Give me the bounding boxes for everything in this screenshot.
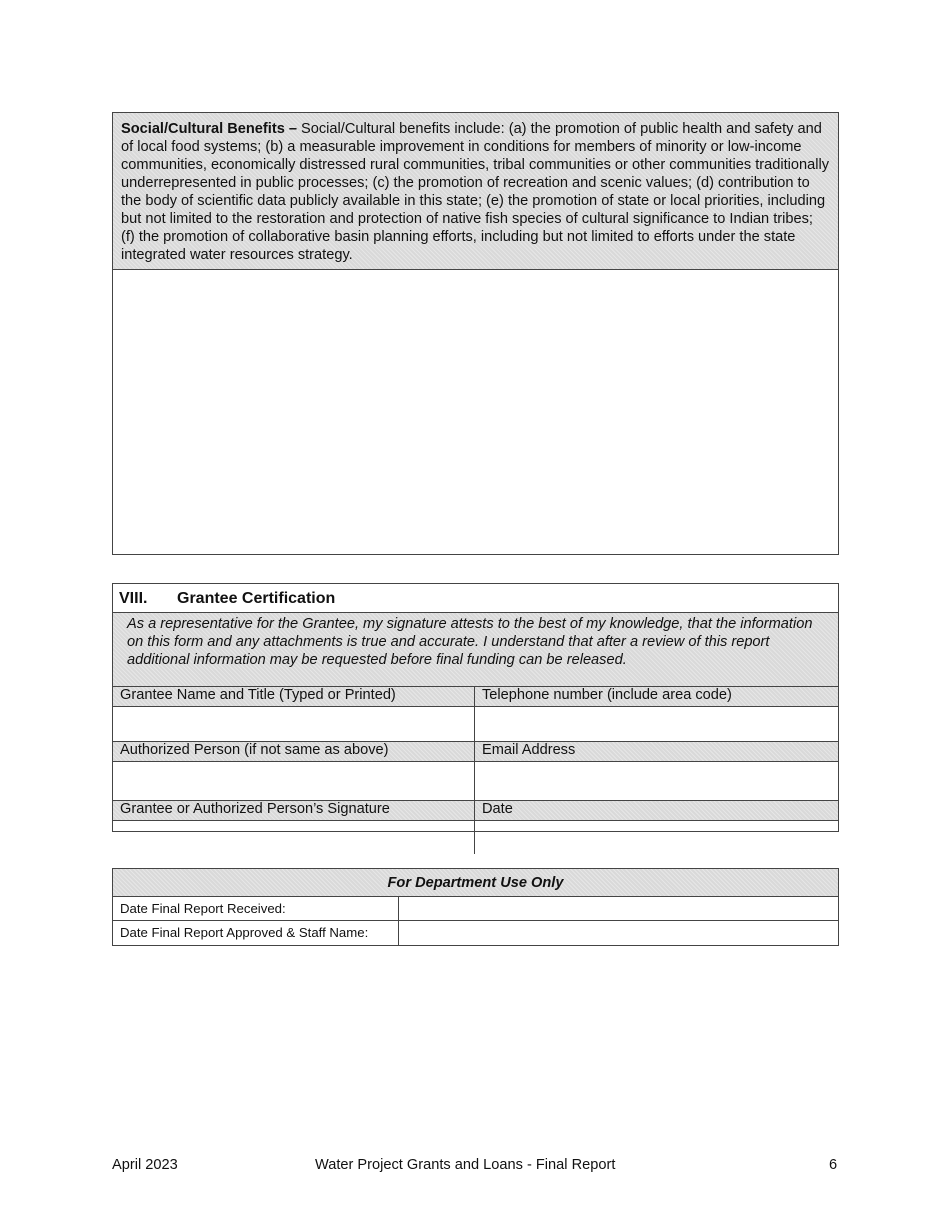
- date-field[interactable]: [475, 821, 838, 854]
- label-row-2: [113, 742, 838, 762]
- input-row-2: [113, 762, 838, 801]
- email-field[interactable]: [475, 762, 838, 800]
- grantee-name-field[interactable]: [113, 707, 475, 741]
- signature-field[interactable]: [113, 821, 475, 854]
- social-cultural-description: [113, 113, 838, 270]
- date-label: Date: [482, 801, 513, 817]
- footer-page-number: 6: [829, 1157, 838, 1173]
- certification-title-row: [113, 584, 838, 613]
- social-cultural-text: Social/Cultural benefits include: (a) the promotion of public health and safety and of local food systems; (b) a measurable improvement in conditions for members of minority or low-income communities, economically distressed rural communities, tribal communities or other communities traditionally underrepresented in public processes; (c) the promotion of recreation and scenic values; (d) contribution to the body of scientific data publicly available in this state; (e) the promotion of state or local priorities, including but not limited to the restoration and protection of native fish species of cultural significance to Indian tribes; (f) the promotion of collaborative basin planning efforts, including but not limited to efforts under the state integrated water resources strategy.: [121, 121, 830, 263]
- date-approved-field[interactable]: [399, 921, 838, 945]
- social-cultural-heading: Social/Cultural Benefits –: [121, 121, 297, 137]
- telephone-label: Telephone number (include area code): [482, 687, 732, 703]
- received-row: [113, 897, 838, 921]
- authorized-person-field[interactable]: [113, 762, 475, 800]
- footer-date: April 2023: [112, 1157, 178, 1173]
- department-use-section: [112, 868, 839, 946]
- grantee-name-label: Grantee Name and Title (Typed or Printed): [113, 687, 475, 706]
- authorized-person-label: Authorized Person (if not same as above): [113, 742, 475, 761]
- label-row-3: [113, 801, 838, 821]
- social-cultural-response-field[interactable]: [113, 270, 838, 554]
- signature-label: Grantee or Authorized Person’s Signature: [113, 801, 475, 820]
- footer-title: Water Project Grants and Loans - Final Report: [315, 1157, 616, 1173]
- date-received-label: Date Final Report Received:: [113, 897, 399, 920]
- telephone-field[interactable]: [475, 707, 838, 741]
- section-number: VIII.: [119, 590, 148, 607]
- input-row-1: [113, 707, 838, 742]
- grantee-certification-section: [112, 583, 839, 832]
- date-approved-label: Date Final Report Approved & Staff Name:: [113, 921, 399, 945]
- certification-statement: As a representative for the Grantee, my signature attests to the best of my knowledge, that the information on this form and any attachments is true and accurate. I understand that after a review of this report additional information may be requested before final funding can be released.: [113, 613, 838, 687]
- approved-row: [113, 921, 838, 945]
- label-row-1: [113, 687, 838, 707]
- section-title: Grantee Certification: [177, 590, 336, 607]
- email-label: Email Address: [482, 742, 576, 758]
- department-use-heading: For Department Use Only: [113, 869, 838, 897]
- date-received-field[interactable]: [399, 897, 838, 920]
- input-row-3: [113, 821, 838, 854]
- social-cultural-section: [112, 112, 839, 555]
